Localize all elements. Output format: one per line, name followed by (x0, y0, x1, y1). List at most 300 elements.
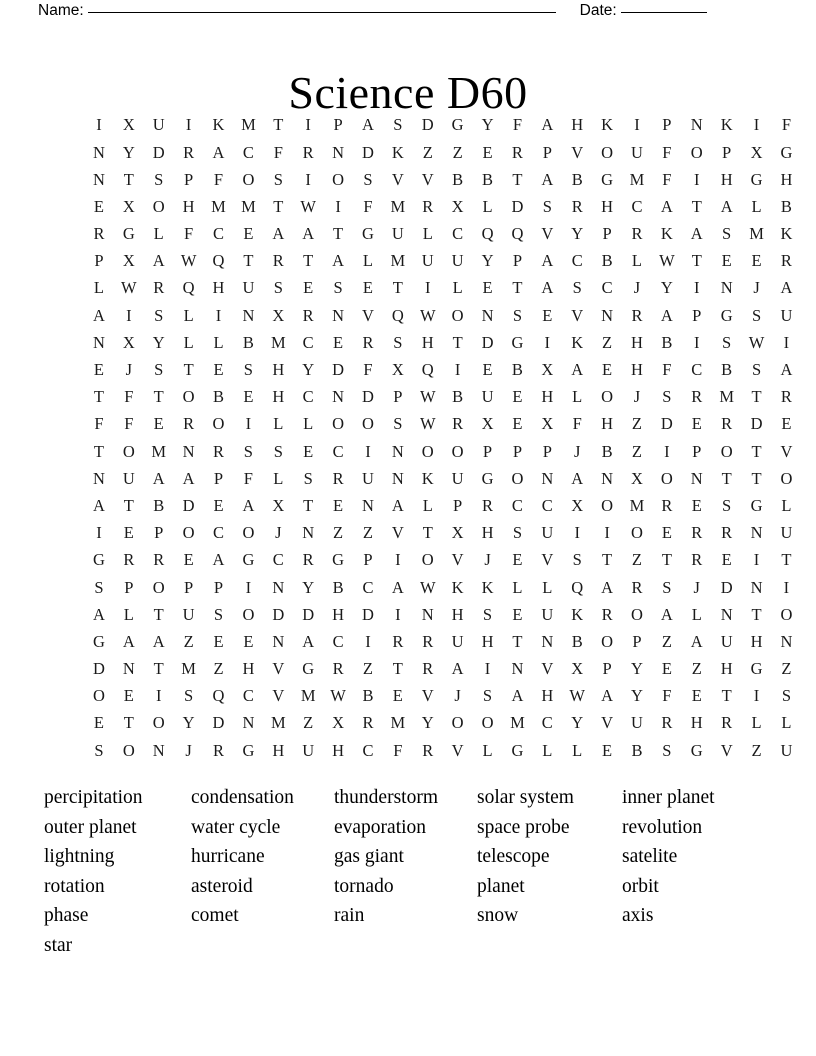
grid-letter[interactable]: V (571, 142, 584, 162)
grid-letter[interactable]: F (363, 196, 373, 216)
grid-letter[interactable]: X (481, 414, 494, 434)
grid-letter[interactable]: N (391, 441, 404, 461)
grid-letter[interactable]: A (362, 115, 374, 135)
grid-letter[interactable]: I (245, 414, 252, 434)
grid-letter[interactable]: L (422, 495, 433, 515)
grid-letter[interactable]: Q (511, 224, 524, 244)
grid-letter[interactable]: I (365, 631, 371, 651)
grid-letter[interactable]: R (93, 224, 105, 244)
grid-letter[interactable]: Q (212, 251, 225, 271)
grid-letter[interactable]: R (511, 142, 523, 162)
grid-letter[interactable]: C (242, 686, 254, 706)
grid-letter[interactable]: G (332, 550, 345, 570)
grid-letter[interactable]: A (511, 686, 524, 706)
grid-letter[interactable]: D (272, 604, 285, 624)
grid-letter[interactable]: X (571, 659, 584, 679)
grid-letter[interactable]: H (212, 278, 225, 298)
grid-letter[interactable]: I (604, 523, 610, 543)
grid-letter[interactable]: N (720, 278, 733, 298)
grid-letter[interactable]: S (572, 278, 582, 298)
grid-letter[interactable]: R (362, 713, 374, 733)
grid-letter[interactable]: K (780, 224, 793, 244)
grid-letter[interactable]: R (721, 523, 733, 543)
grid-letter[interactable]: N (92, 142, 105, 162)
grid-letter[interactable]: L (751, 713, 762, 733)
grid-letter[interactable]: H (272, 387, 285, 407)
grid-letter[interactable]: E (602, 360, 613, 380)
grid-letter[interactable]: I (694, 278, 700, 298)
grid-letter[interactable]: L (153, 224, 164, 244)
grid-letter[interactable]: B (452, 387, 464, 407)
grid-letter[interactable]: E (123, 523, 134, 543)
grid-letter[interactable]: V (720, 740, 733, 760)
grid-letter[interactable]: R (362, 332, 374, 352)
grid-letter[interactable]: G (302, 659, 315, 679)
grid-letter[interactable]: A (302, 631, 315, 651)
grid-letter[interactable]: R (422, 740, 434, 760)
grid-letter[interactable]: P (542, 142, 552, 162)
grid-letter[interactable]: S (512, 305, 522, 325)
grid-letter[interactable]: C (302, 332, 314, 352)
grid-letter[interactable]: N (302, 523, 315, 543)
grid-letter[interactable]: G (690, 740, 703, 760)
grid-letter[interactable]: S (154, 360, 164, 380)
grid-letter[interactable]: S (243, 360, 253, 380)
grid-letter[interactable]: I (694, 169, 700, 189)
grid-letter[interactable]: U (541, 523, 554, 543)
grid-letter[interactable]: A (720, 196, 733, 216)
grid-letter[interactable]: A (541, 169, 554, 189)
grid-letter[interactable]: T (512, 278, 523, 298)
grid-letter[interactable]: O (601, 387, 614, 407)
word-bank-item[interactable]: satelite (622, 846, 678, 867)
grid-letter[interactable]: I (305, 169, 311, 189)
grid-letter[interactable]: O (182, 523, 195, 543)
word-bank-item[interactable]: water cycle (191, 816, 281, 838)
grid-letter[interactable]: T (751, 604, 762, 624)
grid-letter[interactable]: O (451, 305, 464, 325)
grid-letter[interactable]: X (272, 495, 285, 515)
grid-letter[interactable]: V (421, 169, 434, 189)
grid-letter[interactable]: L (482, 740, 493, 760)
grid-letter[interactable]: H (750, 631, 763, 651)
grid-letter[interactable]: O (631, 523, 643, 543)
grid-letter[interactable]: W (419, 577, 436, 597)
grid-letter[interactable]: K (720, 115, 733, 135)
grid-letter[interactable]: I (484, 659, 491, 679)
grid-letter[interactable]: W (419, 387, 436, 407)
grid-letter[interactable]: C (511, 495, 523, 515)
grid-letter[interactable]: H (720, 169, 733, 189)
grid-letter[interactable]: N (750, 577, 763, 597)
grid-letter[interactable]: N (391, 468, 404, 488)
grid-letter[interactable]: F (124, 414, 134, 434)
grid-letter[interactable]: N (421, 604, 434, 624)
grid-letter[interactable]: W (300, 196, 316, 216)
grid-letter[interactable]: W (419, 305, 436, 325)
grid-letter[interactable]: V (391, 523, 404, 543)
grid-letter[interactable]: N (362, 495, 374, 515)
grid-letter[interactable]: D (332, 360, 345, 380)
grid-letter[interactable]: L (542, 577, 553, 597)
grid-letter[interactable]: E (512, 604, 523, 624)
grid-letter[interactable]: J (633, 278, 641, 298)
grid-letter[interactable]: V (272, 686, 285, 706)
grid-letter[interactable]: R (332, 468, 344, 488)
grid-letter[interactable]: S (662, 740, 672, 760)
grid-letter[interactable]: V (362, 305, 374, 325)
grid-letter[interactable]: R (691, 550, 703, 570)
grid-letter[interactable]: B (362, 686, 374, 706)
grid-letter[interactable]: V (541, 550, 554, 570)
grid-letter[interactable]: A (391, 577, 404, 597)
grid-letter[interactable]: N (511, 659, 524, 679)
word-bank-item[interactable]: condensation (191, 787, 294, 808)
grid-letter[interactable]: Y (631, 686, 643, 706)
grid-letter[interactable]: A (541, 278, 554, 298)
grid-letter[interactable]: D (302, 604, 315, 624)
grid-letter[interactable]: E (183, 550, 194, 570)
grid-letter[interactable]: I (694, 332, 700, 352)
grid-letter[interactable]: E (661, 523, 672, 543)
grid-letter[interactable]: O (182, 387, 195, 407)
grid-letter[interactable]: C (272, 550, 284, 570)
grid-letter[interactable]: X (750, 142, 763, 162)
grid-letter[interactable]: E (213, 360, 224, 380)
grid-letter[interactable]: G (511, 332, 524, 352)
grid-letter[interactable]: O (212, 414, 225, 434)
grid-letter[interactable]: W (419, 414, 436, 434)
word-bank-item[interactable]: gas giant (334, 846, 404, 867)
grid-letter[interactable]: O (152, 196, 165, 216)
grid-letter[interactable]: X (451, 523, 464, 543)
grid-letter[interactable]: N (332, 142, 345, 162)
grid-letter[interactable]: F (363, 360, 373, 380)
grid-letter[interactable]: S (363, 169, 373, 189)
grid-letter[interactable]: L (781, 713, 792, 733)
word-bank-item[interactable]: thunderstorm (334, 787, 438, 808)
grid-letter[interactable]: B (332, 577, 344, 597)
grid-letter[interactable]: Q (571, 577, 584, 597)
grid-letter[interactable]: P (602, 224, 612, 244)
grid-letter[interactable]: R (392, 631, 404, 651)
grid-letter[interactable]: N (780, 631, 793, 651)
grid-letter[interactable]: P (662, 115, 672, 135)
grid-letter[interactable]: K (571, 604, 584, 624)
grid-letter[interactable]: F (94, 414, 104, 434)
grid-letter[interactable]: J (185, 740, 192, 760)
grid-letter[interactable]: P (722, 142, 732, 162)
grid-letter[interactable]: O (601, 631, 614, 651)
grid-letter[interactable]: S (303, 468, 313, 488)
grid-letter[interactable]: Z (602, 332, 613, 352)
grid-letter[interactable]: P (632, 631, 642, 651)
grid-letter[interactable]: Z (303, 713, 314, 733)
grid-letter[interactable]: O (780, 468, 793, 488)
grid-letter[interactable]: R (452, 414, 464, 434)
grid-letter[interactable]: E (123, 686, 134, 706)
grid-letter[interactable]: R (780, 251, 792, 271)
word-bank-item[interactable]: evaporation (334, 816, 427, 838)
grid-letter[interactable]: O (332, 169, 345, 189)
grid-letter[interactable]: H (541, 387, 554, 407)
grid-letter[interactable]: A (92, 305, 105, 325)
grid-letter[interactable]: E (512, 550, 523, 570)
grid-letter[interactable]: X (122, 115, 135, 135)
grid-letter[interactable]: R (691, 387, 703, 407)
grid-letter[interactable]: Y (152, 332, 165, 352)
grid-letter[interactable]: A (212, 142, 225, 162)
grid-letter[interactable]: C (601, 278, 613, 298)
grid-letter[interactable]: H (332, 740, 345, 760)
grid-letter[interactable]: K (660, 224, 673, 244)
grid-letter[interactable]: G (601, 169, 614, 189)
grid-letter[interactable]: F (243, 468, 253, 488)
grid-letter[interactable]: W (569, 686, 585, 706)
grid-letter[interactable]: I (395, 604, 401, 624)
grid-letter[interactable]: R (123, 550, 135, 570)
word-bank-item[interactable]: asteroid (191, 875, 253, 897)
grid-letter[interactable]: Z (631, 414, 643, 434)
word-bank-item[interactable]: phase (44, 905, 89, 926)
grid-letter[interactable]: T (751, 387, 762, 407)
word-bank-item[interactable]: outer planet (44, 816, 137, 838)
grid-letter[interactable]: Y (481, 251, 494, 271)
grid-letter[interactable]: S (94, 577, 104, 597)
grid-letter[interactable]: T (422, 523, 433, 543)
grid-letter[interactable]: I (126, 305, 132, 325)
grid-letter[interactable]: Z (751, 740, 762, 760)
grid-letter[interactable]: J (633, 387, 641, 407)
grid-letter[interactable]: T (512, 169, 523, 189)
grid-letter[interactable]: P (333, 115, 343, 135)
grid-letter[interactable]: S (572, 550, 582, 570)
grid-letter[interactable]: R (183, 142, 195, 162)
grid-letter[interactable]: R (302, 550, 314, 570)
grid-letter[interactable]: S (154, 169, 164, 189)
grid-letter[interactable]: S (781, 686, 792, 706)
grid-letter[interactable]: L (781, 495, 792, 515)
grid-letter[interactable]: E (482, 142, 493, 162)
grid-letter[interactable]: O (152, 577, 165, 597)
grid-letter[interactable]: Z (661, 631, 672, 651)
grid-letter[interactable]: Y (631, 659, 643, 679)
grid-letter[interactable]: A (660, 604, 673, 624)
grid-letter[interactable]: I (454, 360, 461, 380)
grid-letter[interactable]: R (780, 387, 792, 407)
grid-letter[interactable]: F (184, 224, 194, 244)
grid-letter[interactable]: G (750, 495, 763, 515)
grid-letter[interactable]: O (421, 550, 434, 570)
grid-letter[interactable]: H (601, 414, 614, 434)
grid-letter[interactable]: S (722, 224, 732, 244)
grid-letter[interactable]: B (601, 251, 613, 271)
grid-letter[interactable]: Z (422, 142, 433, 162)
grid-letter[interactable]: B (482, 169, 494, 189)
grid-letter[interactable]: R (631, 577, 643, 597)
grid-letter[interactable]: P (542, 441, 552, 461)
grid-letter[interactable]: B (511, 360, 523, 380)
grid-letter[interactable]: H (421, 332, 434, 352)
grid-letter[interactable]: A (152, 251, 165, 271)
word-bank-item[interactable]: inner planet (622, 787, 715, 808)
grid-letter[interactable]: N (541, 468, 554, 488)
grid-letter[interactable]: U (152, 115, 165, 135)
grid-letter[interactable]: A (780, 278, 793, 298)
grid-letter[interactable]: M (390, 713, 406, 733)
grid-letter[interactable]: E (303, 441, 314, 461)
grid-letter[interactable]: V (391, 169, 404, 189)
grid-letter[interactable]: S (393, 115, 403, 135)
grid-letter[interactable]: V (421, 686, 434, 706)
grid-letter[interactable]: T (93, 387, 104, 407)
grid-letter[interactable]: L (572, 387, 583, 407)
grid-letter[interactable]: A (571, 468, 584, 488)
grid-letter[interactable]: L (273, 414, 284, 434)
grid-letter[interactable]: M (510, 713, 525, 733)
grid-letter[interactable]: S (273, 278, 283, 298)
grid-letter[interactable]: E (243, 224, 254, 244)
grid-letter[interactable]: C (541, 713, 553, 733)
grid-letter[interactable]: Y (302, 360, 315, 380)
grid-letter[interactable]: Z (362, 659, 373, 679)
grid-letter[interactable]: C (362, 740, 374, 760)
grid-letter[interactable]: O (92, 686, 105, 706)
grid-letter[interactable]: A (122, 631, 135, 651)
grid-letter[interactable]: D (152, 142, 165, 162)
grid-letter[interactable]: A (571, 360, 584, 380)
grid-letter[interactable]: F (512, 115, 522, 135)
grid-letter[interactable]: Z (333, 523, 344, 543)
grid-letter[interactable]: O (451, 713, 464, 733)
grid-letter[interactable]: T (751, 468, 762, 488)
grid-letter[interactable]: O (122, 740, 135, 760)
grid-letter[interactable]: M (270, 332, 286, 352)
grid-letter[interactable]: Z (781, 659, 792, 679)
grid-letter[interactable]: U (780, 740, 793, 760)
grid-letter[interactable]: F (124, 387, 134, 407)
grid-letter[interactable]: A (690, 224, 703, 244)
grid-letter[interactable]: M (629, 169, 645, 189)
grid-letter[interactable]: G (92, 631, 105, 651)
grid-letter[interactable]: D (362, 604, 374, 624)
grid-letter[interactable]: E (93, 713, 104, 733)
grid-letter[interactable]: N (720, 604, 733, 624)
word-bank-item[interactable]: axis (622, 905, 654, 926)
grid-letter[interactable]: S (751, 305, 762, 325)
grid-letter[interactable]: N (690, 468, 703, 488)
grid-letter[interactable]: Y (481, 115, 494, 135)
grid-letter[interactable]: K (571, 332, 584, 352)
grid-letter[interactable]: Y (421, 713, 434, 733)
grid-letter[interactable]: J (125, 360, 133, 380)
grid-letter[interactable]: S (722, 495, 732, 515)
grid-letter[interactable]: L (512, 577, 523, 597)
grid-letter[interactable]: C (452, 224, 464, 244)
grid-letter[interactable]: L (691, 604, 702, 624)
grid-letter[interactable]: O (332, 414, 345, 434)
grid-letter[interactable]: A (660, 196, 673, 216)
grid-letter[interactable]: D (481, 332, 494, 352)
grid-letter[interactable]: P (692, 305, 702, 325)
word-bank-item[interactable]: telescope (477, 846, 550, 867)
grid-letter[interactable]: T (392, 278, 403, 298)
grid-letter[interactable]: X (541, 360, 554, 380)
grid-letter[interactable]: N (481, 305, 494, 325)
grid-letter[interactable]: A (541, 115, 554, 135)
grid-letter[interactable]: X (391, 360, 404, 380)
grid-letter[interactable]: K (451, 577, 464, 597)
grid-letter[interactable]: U (780, 523, 793, 543)
grid-letter[interactable]: B (601, 441, 613, 461)
grid-letter[interactable]: G (92, 550, 105, 570)
grid-letter[interactable]: R (302, 142, 314, 162)
grid-letter[interactable]: G (451, 115, 464, 135)
grid-letter[interactable]: C (213, 224, 225, 244)
grid-letter[interactable]: V (451, 550, 464, 570)
grid-letter[interactable]: P (512, 251, 522, 271)
grid-letter[interactable]: H (272, 740, 285, 760)
grid-letter[interactable]: H (481, 523, 494, 543)
grid-letter[interactable]: P (213, 577, 224, 597)
grid-letter[interactable]: X (332, 713, 345, 733)
grid-letter[interactable]: X (451, 196, 464, 216)
grid-letter[interactable]: H (182, 196, 195, 216)
grid-letter[interactable]: R (422, 659, 434, 679)
grid-letter[interactable]: I (753, 686, 760, 706)
grid-letter[interactable]: B (661, 332, 673, 352)
grid-letter[interactable]: A (182, 468, 195, 488)
grid-letter[interactable]: D (421, 115, 434, 135)
grid-letter[interactable]: Z (631, 550, 643, 570)
grid-letter[interactable]: L (572, 740, 583, 760)
grid-letter[interactable]: R (691, 523, 703, 543)
grid-letter[interactable]: C (571, 251, 583, 271)
grid-letter[interactable]: N (690, 115, 703, 135)
word-bank-item[interactable]: rotation (44, 875, 105, 897)
grid-letter[interactable]: S (94, 740, 104, 760)
grid-letter[interactable]: C (332, 441, 344, 461)
grid-letter[interactable]: O (720, 441, 733, 461)
grid-letter[interactable]: I (96, 115, 102, 135)
grid-letter[interactable]: P (482, 441, 493, 461)
grid-letter[interactable]: E (362, 278, 373, 298)
grid-letter[interactable]: S (751, 360, 762, 380)
grid-letter[interactable]: A (332, 251, 345, 271)
grid-letter[interactable]: M (270, 713, 286, 733)
grid-letter[interactable]: N (92, 169, 105, 189)
grid-letter[interactable]: V (601, 713, 614, 733)
grid-letter[interactable]: P (94, 251, 104, 271)
grid-letter[interactable]: E (691, 686, 702, 706)
grid-letter[interactable]: T (183, 360, 194, 380)
grid-letter[interactable]: I (574, 523, 580, 543)
grid-letter[interactable]: H (332, 604, 345, 624)
grid-letter[interactable]: N (601, 305, 614, 325)
grid-letter[interactable]: T (721, 686, 732, 706)
grid-letter[interactable]: C (631, 196, 643, 216)
grid-letter[interactable]: T (123, 495, 134, 515)
grid-letter[interactable]: R (213, 740, 225, 760)
grid-letter[interactable]: A (780, 360, 793, 380)
grid-letter[interactable]: V (571, 305, 584, 325)
grid-letter[interactable]: N (332, 387, 345, 407)
grid-letter[interactable]: L (93, 278, 104, 298)
grid-letter[interactable]: U (631, 142, 643, 162)
grid-letter[interactable]: X (122, 332, 135, 352)
grid-letter[interactable]: T (392, 659, 403, 679)
grid-letter[interactable]: A (391, 495, 404, 515)
